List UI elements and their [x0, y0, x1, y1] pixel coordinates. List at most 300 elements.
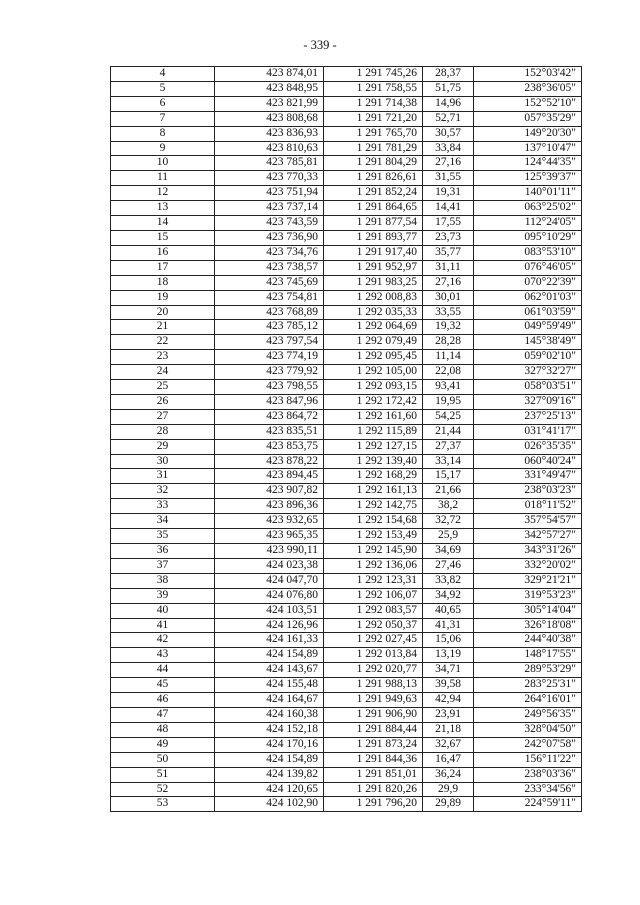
distance-cell: 33,82 — [423, 573, 474, 588]
table-row — [111, 603, 582, 618]
x-coordinate-cell: 423 738,57 — [215, 260, 324, 275]
x-coordinate-cell: 424 155,48 — [215, 678, 324, 693]
distance-cell: 29,9 — [423, 782, 474, 797]
point-number-cell: 6 — [111, 96, 215, 111]
distance-cell: 30,57 — [423, 126, 474, 141]
y-coordinate-cell: 1 291 952,97 — [324, 260, 423, 275]
table-row — [111, 618, 582, 633]
point-number-cell: 49 — [111, 737, 215, 752]
distance-cell: 15,17 — [423, 469, 474, 484]
coordinates-table-body — [111, 67, 582, 812]
point-number-cell: 36 — [111, 544, 215, 559]
table-row — [111, 514, 582, 529]
x-coordinate-cell: 423 785,12 — [215, 320, 324, 335]
point-number-cell: 14 — [111, 216, 215, 231]
point-number-cell: 5 — [111, 81, 215, 96]
table-row — [111, 171, 582, 186]
point-number-cell: 9 — [111, 141, 215, 156]
point-number-cell: 43 — [111, 648, 215, 663]
bearing-cell: 264°16'01" — [474, 693, 582, 708]
x-coordinate-cell: 423 774,19 — [215, 350, 324, 365]
y-coordinate-cell: 1 292 035,33 — [324, 305, 423, 320]
distance-cell: 19,31 — [423, 186, 474, 201]
bearing-cell: 031°41'17" — [474, 424, 582, 439]
distance-cell: 33,84 — [423, 141, 474, 156]
bearing-cell: 238°03'36" — [474, 767, 582, 782]
bearing-cell: 060°40'24" — [474, 454, 582, 469]
x-coordinate-cell: 423 779,92 — [215, 365, 324, 380]
distance-cell: 51,75 — [423, 81, 474, 96]
y-coordinate-cell: 1 292 123,31 — [324, 573, 423, 588]
x-coordinate-cell: 423 785,81 — [215, 156, 324, 171]
coordinates-table — [110, 66, 582, 812]
table-row — [111, 126, 582, 141]
x-coordinate-cell: 423 932,65 — [215, 514, 324, 529]
bearing-cell: 149°20'30" — [474, 126, 582, 141]
point-number-cell: 34 — [111, 514, 215, 529]
distance-cell: 15,06 — [423, 633, 474, 648]
y-coordinate-cell: 1 291 917,40 — [324, 245, 423, 260]
distance-cell: 32,72 — [423, 514, 474, 529]
table-row — [111, 752, 582, 767]
distance-cell: 16,47 — [423, 752, 474, 767]
table-row — [111, 544, 582, 559]
table-row — [111, 156, 582, 171]
point-number-cell: 27 — [111, 409, 215, 424]
table-row — [111, 484, 582, 499]
x-coordinate-cell: 423 808,68 — [215, 111, 324, 126]
x-coordinate-cell: 423 736,90 — [215, 230, 324, 245]
bearing-cell: 343°31'26" — [474, 544, 582, 559]
x-coordinate-cell: 424 023,38 — [215, 558, 324, 573]
distance-cell: 13,19 — [423, 648, 474, 663]
y-coordinate-cell: 1 291 906,90 — [324, 707, 423, 722]
point-number-cell: 39 — [111, 588, 215, 603]
y-coordinate-cell: 1 291 804,29 — [324, 156, 423, 171]
point-number-cell: 29 — [111, 439, 215, 454]
point-number-cell: 48 — [111, 722, 215, 737]
distance-cell: 39,58 — [423, 678, 474, 693]
y-coordinate-cell: 1 291 844,36 — [324, 752, 423, 767]
distance-cell: 21,18 — [423, 722, 474, 737]
bearing-cell: 062°01'03" — [474, 290, 582, 305]
table-row — [111, 722, 582, 737]
x-coordinate-cell: 423 734,76 — [215, 245, 324, 260]
bearing-cell: 061°03'59" — [474, 305, 582, 320]
bearing-cell: 238°36'05" — [474, 81, 582, 96]
table-row — [111, 797, 582, 812]
bearing-cell: 357°54'57" — [474, 514, 582, 529]
x-coordinate-cell: 423 751,94 — [215, 186, 324, 201]
point-number-cell: 30 — [111, 454, 215, 469]
y-coordinate-cell: 1 292 127,15 — [324, 439, 423, 454]
bearing-cell: 233°34'56" — [474, 782, 582, 797]
y-coordinate-cell: 1 291 714,38 — [324, 96, 423, 111]
point-number-cell: 28 — [111, 424, 215, 439]
table-row — [111, 216, 582, 231]
table-row — [111, 707, 582, 722]
table-row — [111, 678, 582, 693]
y-coordinate-cell: 1 292 154,68 — [324, 514, 423, 529]
x-coordinate-cell: 424 047,70 — [215, 573, 324, 588]
bearing-cell: 283°25'31" — [474, 678, 582, 693]
y-coordinate-cell: 1 292 161,13 — [324, 484, 423, 499]
table-row — [111, 469, 582, 484]
x-coordinate-cell: 424 139,82 — [215, 767, 324, 782]
distance-cell: 35,77 — [423, 245, 474, 260]
point-number-cell: 32 — [111, 484, 215, 499]
y-coordinate-cell: 1 291 864,65 — [324, 201, 423, 216]
y-coordinate-cell: 1 292 106,07 — [324, 588, 423, 603]
distance-cell: 23,73 — [423, 230, 474, 245]
y-coordinate-cell: 1 291 796,20 — [324, 797, 423, 812]
point-number-cell: 20 — [111, 305, 215, 320]
x-coordinate-cell: 423 737,14 — [215, 201, 324, 216]
point-number-cell: 24 — [111, 365, 215, 380]
table-row — [111, 380, 582, 395]
x-coordinate-cell: 423 853,75 — [215, 439, 324, 454]
distance-cell: 31,55 — [423, 171, 474, 186]
bearing-cell: 063°25'02" — [474, 201, 582, 216]
y-coordinate-cell: 1 292 079,49 — [324, 335, 423, 350]
y-coordinate-cell: 1 292 136,06 — [324, 558, 423, 573]
table-row — [111, 558, 582, 573]
bearing-cell: 244°40'38" — [474, 633, 582, 648]
y-coordinate-cell: 1 292 105,00 — [324, 365, 423, 380]
table-row — [111, 96, 582, 111]
y-coordinate-cell: 1 292 083,57 — [324, 603, 423, 618]
distance-cell: 11,14 — [423, 350, 474, 365]
distance-cell: 21,44 — [423, 424, 474, 439]
distance-cell: 34,69 — [423, 544, 474, 559]
bearing-cell: 095°10'29" — [474, 230, 582, 245]
point-number-cell: 25 — [111, 380, 215, 395]
table-row — [111, 186, 582, 201]
x-coordinate-cell: 424 102,90 — [215, 797, 324, 812]
distance-cell: 28,28 — [423, 335, 474, 350]
distance-cell: 38,2 — [423, 499, 474, 514]
y-coordinate-cell: 1 291 893,77 — [324, 230, 423, 245]
x-coordinate-cell: 423 965,35 — [215, 529, 324, 544]
bearing-cell: 057°35'29" — [474, 111, 582, 126]
point-number-cell: 8 — [111, 126, 215, 141]
point-number-cell: 31 — [111, 469, 215, 484]
y-coordinate-cell: 1 292 168,29 — [324, 469, 423, 484]
x-coordinate-cell: 423 821,99 — [215, 96, 324, 111]
table-row — [111, 245, 582, 260]
x-coordinate-cell: 423 848,95 — [215, 81, 324, 96]
y-coordinate-cell: 1 291 988,13 — [324, 678, 423, 693]
x-coordinate-cell: 423 743,59 — [215, 216, 324, 231]
y-coordinate-cell: 1 291 721,20 — [324, 111, 423, 126]
x-coordinate-cell: 423 896,36 — [215, 499, 324, 514]
table-row — [111, 141, 582, 156]
distance-cell: 31,11 — [423, 260, 474, 275]
bearing-cell: 140°01'11" — [474, 186, 582, 201]
table-row — [111, 648, 582, 663]
y-coordinate-cell: 1 291 826,61 — [324, 171, 423, 186]
bearing-cell: 152°03'42" — [474, 67, 582, 82]
y-coordinate-cell: 1 291 852,24 — [324, 186, 423, 201]
table-row — [111, 365, 582, 380]
bearing-cell: 018°11'52" — [474, 499, 582, 514]
bearing-cell: 331°49'47" — [474, 469, 582, 484]
y-coordinate-cell: 1 292 153,49 — [324, 529, 423, 544]
bearing-cell: 326°18'08" — [474, 618, 582, 633]
table-row — [111, 275, 582, 290]
bearing-cell: 327°32'27" — [474, 365, 582, 380]
bearing-cell: 125°39'37" — [474, 171, 582, 186]
point-number-cell: 15 — [111, 230, 215, 245]
x-coordinate-cell: 423 864,72 — [215, 409, 324, 424]
distance-cell: 27,16 — [423, 275, 474, 290]
y-coordinate-cell: 1 291 765,70 — [324, 126, 423, 141]
x-coordinate-cell: 424 161,33 — [215, 633, 324, 648]
distance-cell: 28,37 — [423, 67, 474, 82]
point-number-cell: 38 — [111, 573, 215, 588]
point-number-cell: 17 — [111, 260, 215, 275]
point-number-cell: 10 — [111, 156, 215, 171]
bearing-cell: 152°52'10" — [474, 96, 582, 111]
distance-cell: 25,9 — [423, 529, 474, 544]
distance-cell: 27,16 — [423, 156, 474, 171]
point-number-cell: 44 — [111, 663, 215, 678]
table-row — [111, 260, 582, 275]
bearing-cell: 156°11'22" — [474, 752, 582, 767]
x-coordinate-cell: 423 754,81 — [215, 290, 324, 305]
point-number-cell: 19 — [111, 290, 215, 305]
distance-cell: 17,55 — [423, 216, 474, 231]
table-row — [111, 111, 582, 126]
distance-cell: 27,37 — [423, 439, 474, 454]
y-coordinate-cell: 1 291 851,01 — [324, 767, 423, 782]
bearing-cell: 329°21'21" — [474, 573, 582, 588]
table-row — [111, 439, 582, 454]
bearing-cell: 148°17'55" — [474, 648, 582, 663]
distance-cell: 34,71 — [423, 663, 474, 678]
x-coordinate-cell: 423 847,96 — [215, 394, 324, 409]
table-row — [111, 499, 582, 514]
table-row — [111, 782, 582, 797]
point-number-cell: 26 — [111, 394, 215, 409]
y-coordinate-cell: 1 292 095,45 — [324, 350, 423, 365]
x-coordinate-cell: 424 120,65 — [215, 782, 324, 797]
point-number-cell: 12 — [111, 186, 215, 201]
distance-cell: 54,25 — [423, 409, 474, 424]
distance-cell: 34,92 — [423, 588, 474, 603]
x-coordinate-cell: 424 152,18 — [215, 722, 324, 737]
distance-cell: 93,41 — [423, 380, 474, 395]
y-coordinate-cell: 1 291 820,26 — [324, 782, 423, 797]
point-number-cell: 52 — [111, 782, 215, 797]
x-coordinate-cell: 424 126,96 — [215, 618, 324, 633]
point-number-cell: 45 — [111, 678, 215, 693]
bearing-cell: 332°20'02" — [474, 558, 582, 573]
x-coordinate-cell: 423 874,01 — [215, 67, 324, 82]
table-row — [111, 529, 582, 544]
distance-cell: 22,08 — [423, 365, 474, 380]
y-coordinate-cell: 1 291 884,44 — [324, 722, 423, 737]
y-coordinate-cell: 1 292 050,37 — [324, 618, 423, 633]
table-row — [111, 305, 582, 320]
bearing-cell: 342°57'27" — [474, 529, 582, 544]
x-coordinate-cell: 424 154,89 — [215, 752, 324, 767]
x-coordinate-cell: 424 164,67 — [215, 693, 324, 708]
bearing-cell: 145°38'49" — [474, 335, 582, 350]
point-number-cell: 21 — [111, 320, 215, 335]
distance-cell: 19,32 — [423, 320, 474, 335]
y-coordinate-cell: 1 291 745,26 — [324, 67, 423, 82]
x-coordinate-cell: 424 076,80 — [215, 588, 324, 603]
distance-cell: 52,71 — [423, 111, 474, 126]
table-row — [111, 394, 582, 409]
y-coordinate-cell: 1 291 781,29 — [324, 141, 423, 156]
y-coordinate-cell: 1 291 983,25 — [324, 275, 423, 290]
bearing-cell: 076°46'05" — [474, 260, 582, 275]
x-coordinate-cell: 423 797,54 — [215, 335, 324, 350]
table-row — [111, 633, 582, 648]
distance-cell: 32,67 — [423, 737, 474, 752]
distance-cell: 27,46 — [423, 558, 474, 573]
x-coordinate-cell: 423 745,69 — [215, 275, 324, 290]
table-row — [111, 663, 582, 678]
y-coordinate-cell: 1 291 758,55 — [324, 81, 423, 96]
point-number-cell: 50 — [111, 752, 215, 767]
bearing-cell: 124°44'35" — [474, 156, 582, 171]
table-row — [111, 67, 582, 82]
distance-cell: 23,91 — [423, 707, 474, 722]
point-number-cell: 22 — [111, 335, 215, 350]
x-coordinate-cell: 424 170,16 — [215, 737, 324, 752]
table-row — [111, 454, 582, 469]
point-number-cell: 40 — [111, 603, 215, 618]
point-number-cell: 42 — [111, 633, 215, 648]
x-coordinate-cell: 423 770,33 — [215, 171, 324, 186]
distance-cell: 40,65 — [423, 603, 474, 618]
y-coordinate-cell: 1 292 027,45 — [324, 633, 423, 648]
point-number-cell: 37 — [111, 558, 215, 573]
distance-cell: 36,24 — [423, 767, 474, 782]
x-coordinate-cell: 424 103,51 — [215, 603, 324, 618]
table-row — [111, 693, 582, 708]
y-coordinate-cell: 1 292 139,40 — [324, 454, 423, 469]
bearing-cell: 289°53'29" — [474, 663, 582, 678]
table-row — [111, 335, 582, 350]
table-row — [111, 81, 582, 96]
y-coordinate-cell: 1 292 008,83 — [324, 290, 423, 305]
bearing-cell: 249°56'35" — [474, 707, 582, 722]
bearing-cell: 026°35'35" — [474, 439, 582, 454]
y-coordinate-cell: 1 292 142,75 — [324, 499, 423, 514]
point-number-cell: 16 — [111, 245, 215, 260]
bearing-cell: 059°02'10" — [474, 350, 582, 365]
x-coordinate-cell: 424 154,89 — [215, 648, 324, 663]
y-coordinate-cell: 1 291 949,63 — [324, 693, 423, 708]
bearing-cell: 224°59'11" — [474, 797, 582, 812]
point-number-cell: 18 — [111, 275, 215, 290]
y-coordinate-cell: 1 292 093,15 — [324, 380, 423, 395]
distance-cell: 29,89 — [423, 797, 474, 812]
y-coordinate-cell: 1 291 873,24 — [324, 737, 423, 752]
table-row — [111, 350, 582, 365]
point-number-cell: 46 — [111, 693, 215, 708]
table-row — [111, 588, 582, 603]
y-coordinate-cell: 1 291 877,54 — [324, 216, 423, 231]
x-coordinate-cell: 423 835,51 — [215, 424, 324, 439]
table-row — [111, 737, 582, 752]
bearing-cell: 112°24'05" — [474, 216, 582, 231]
table-row — [111, 573, 582, 588]
bearing-cell: 319°53'23" — [474, 588, 582, 603]
x-coordinate-cell: 424 143,67 — [215, 663, 324, 678]
bearing-cell: 238°03'23" — [474, 484, 582, 499]
table-row — [111, 767, 582, 782]
x-coordinate-cell: 423 894,45 — [215, 469, 324, 484]
point-number-cell: 53 — [111, 797, 215, 812]
x-coordinate-cell: 423 810,63 — [215, 141, 324, 156]
x-coordinate-cell: 423 907,82 — [215, 484, 324, 499]
distance-cell: 19,95 — [423, 394, 474, 409]
y-coordinate-cell: 1 292 172,42 — [324, 394, 423, 409]
bearing-cell: 237°25'13" — [474, 409, 582, 424]
point-number-cell: 35 — [111, 529, 215, 544]
table-row — [111, 320, 582, 335]
bearing-cell: 328°04'50" — [474, 722, 582, 737]
distance-cell: 14,96 — [423, 96, 474, 111]
point-number-cell: 11 — [111, 171, 215, 186]
bearing-cell: 070°22'39" — [474, 275, 582, 290]
bearing-cell: 305°14'04" — [474, 603, 582, 618]
table-row — [111, 290, 582, 305]
x-coordinate-cell: 423 878,22 — [215, 454, 324, 469]
page-number: - 339 - — [303, 38, 337, 52]
point-number-cell: 4 — [111, 67, 215, 82]
bearing-cell: 049°59'49" — [474, 320, 582, 335]
distance-cell: 30,01 — [423, 290, 474, 305]
distance-cell: 41,31 — [423, 618, 474, 633]
bearing-cell: 242°07'58" — [474, 737, 582, 752]
point-number-cell: 51 — [111, 767, 215, 782]
point-number-cell: 7 — [111, 111, 215, 126]
y-coordinate-cell: 1 292 064,69 — [324, 320, 423, 335]
x-coordinate-cell: 423 990,11 — [215, 544, 324, 559]
table-row — [111, 424, 582, 439]
distance-cell: 21,66 — [423, 484, 474, 499]
table-row — [111, 230, 582, 245]
y-coordinate-cell: 1 292 020,77 — [324, 663, 423, 678]
distance-cell: 14,41 — [423, 201, 474, 216]
distance-cell: 33,14 — [423, 454, 474, 469]
x-coordinate-cell: 423 836,93 — [215, 126, 324, 141]
point-number-cell: 23 — [111, 350, 215, 365]
bearing-cell: 137°10'47" — [474, 141, 582, 156]
y-coordinate-cell: 1 292 145,90 — [324, 544, 423, 559]
y-coordinate-cell: 1 292 115,89 — [324, 424, 423, 439]
x-coordinate-cell: 423 768,89 — [215, 305, 324, 320]
point-number-cell: 47 — [111, 707, 215, 722]
point-number-cell: 33 — [111, 499, 215, 514]
y-coordinate-cell: 1 292 161,60 — [324, 409, 423, 424]
y-coordinate-cell: 1 292 013,84 — [324, 648, 423, 663]
point-number-cell: 41 — [111, 618, 215, 633]
bearing-cell: 083°53'10" — [474, 245, 582, 260]
bearing-cell: 058°03'51" — [474, 380, 582, 395]
x-coordinate-cell: 424 160,38 — [215, 707, 324, 722]
x-coordinate-cell: 423 798,55 — [215, 380, 324, 395]
distance-cell: 42,94 — [423, 693, 474, 708]
distance-cell: 33,55 — [423, 305, 474, 320]
table-row — [111, 201, 582, 216]
